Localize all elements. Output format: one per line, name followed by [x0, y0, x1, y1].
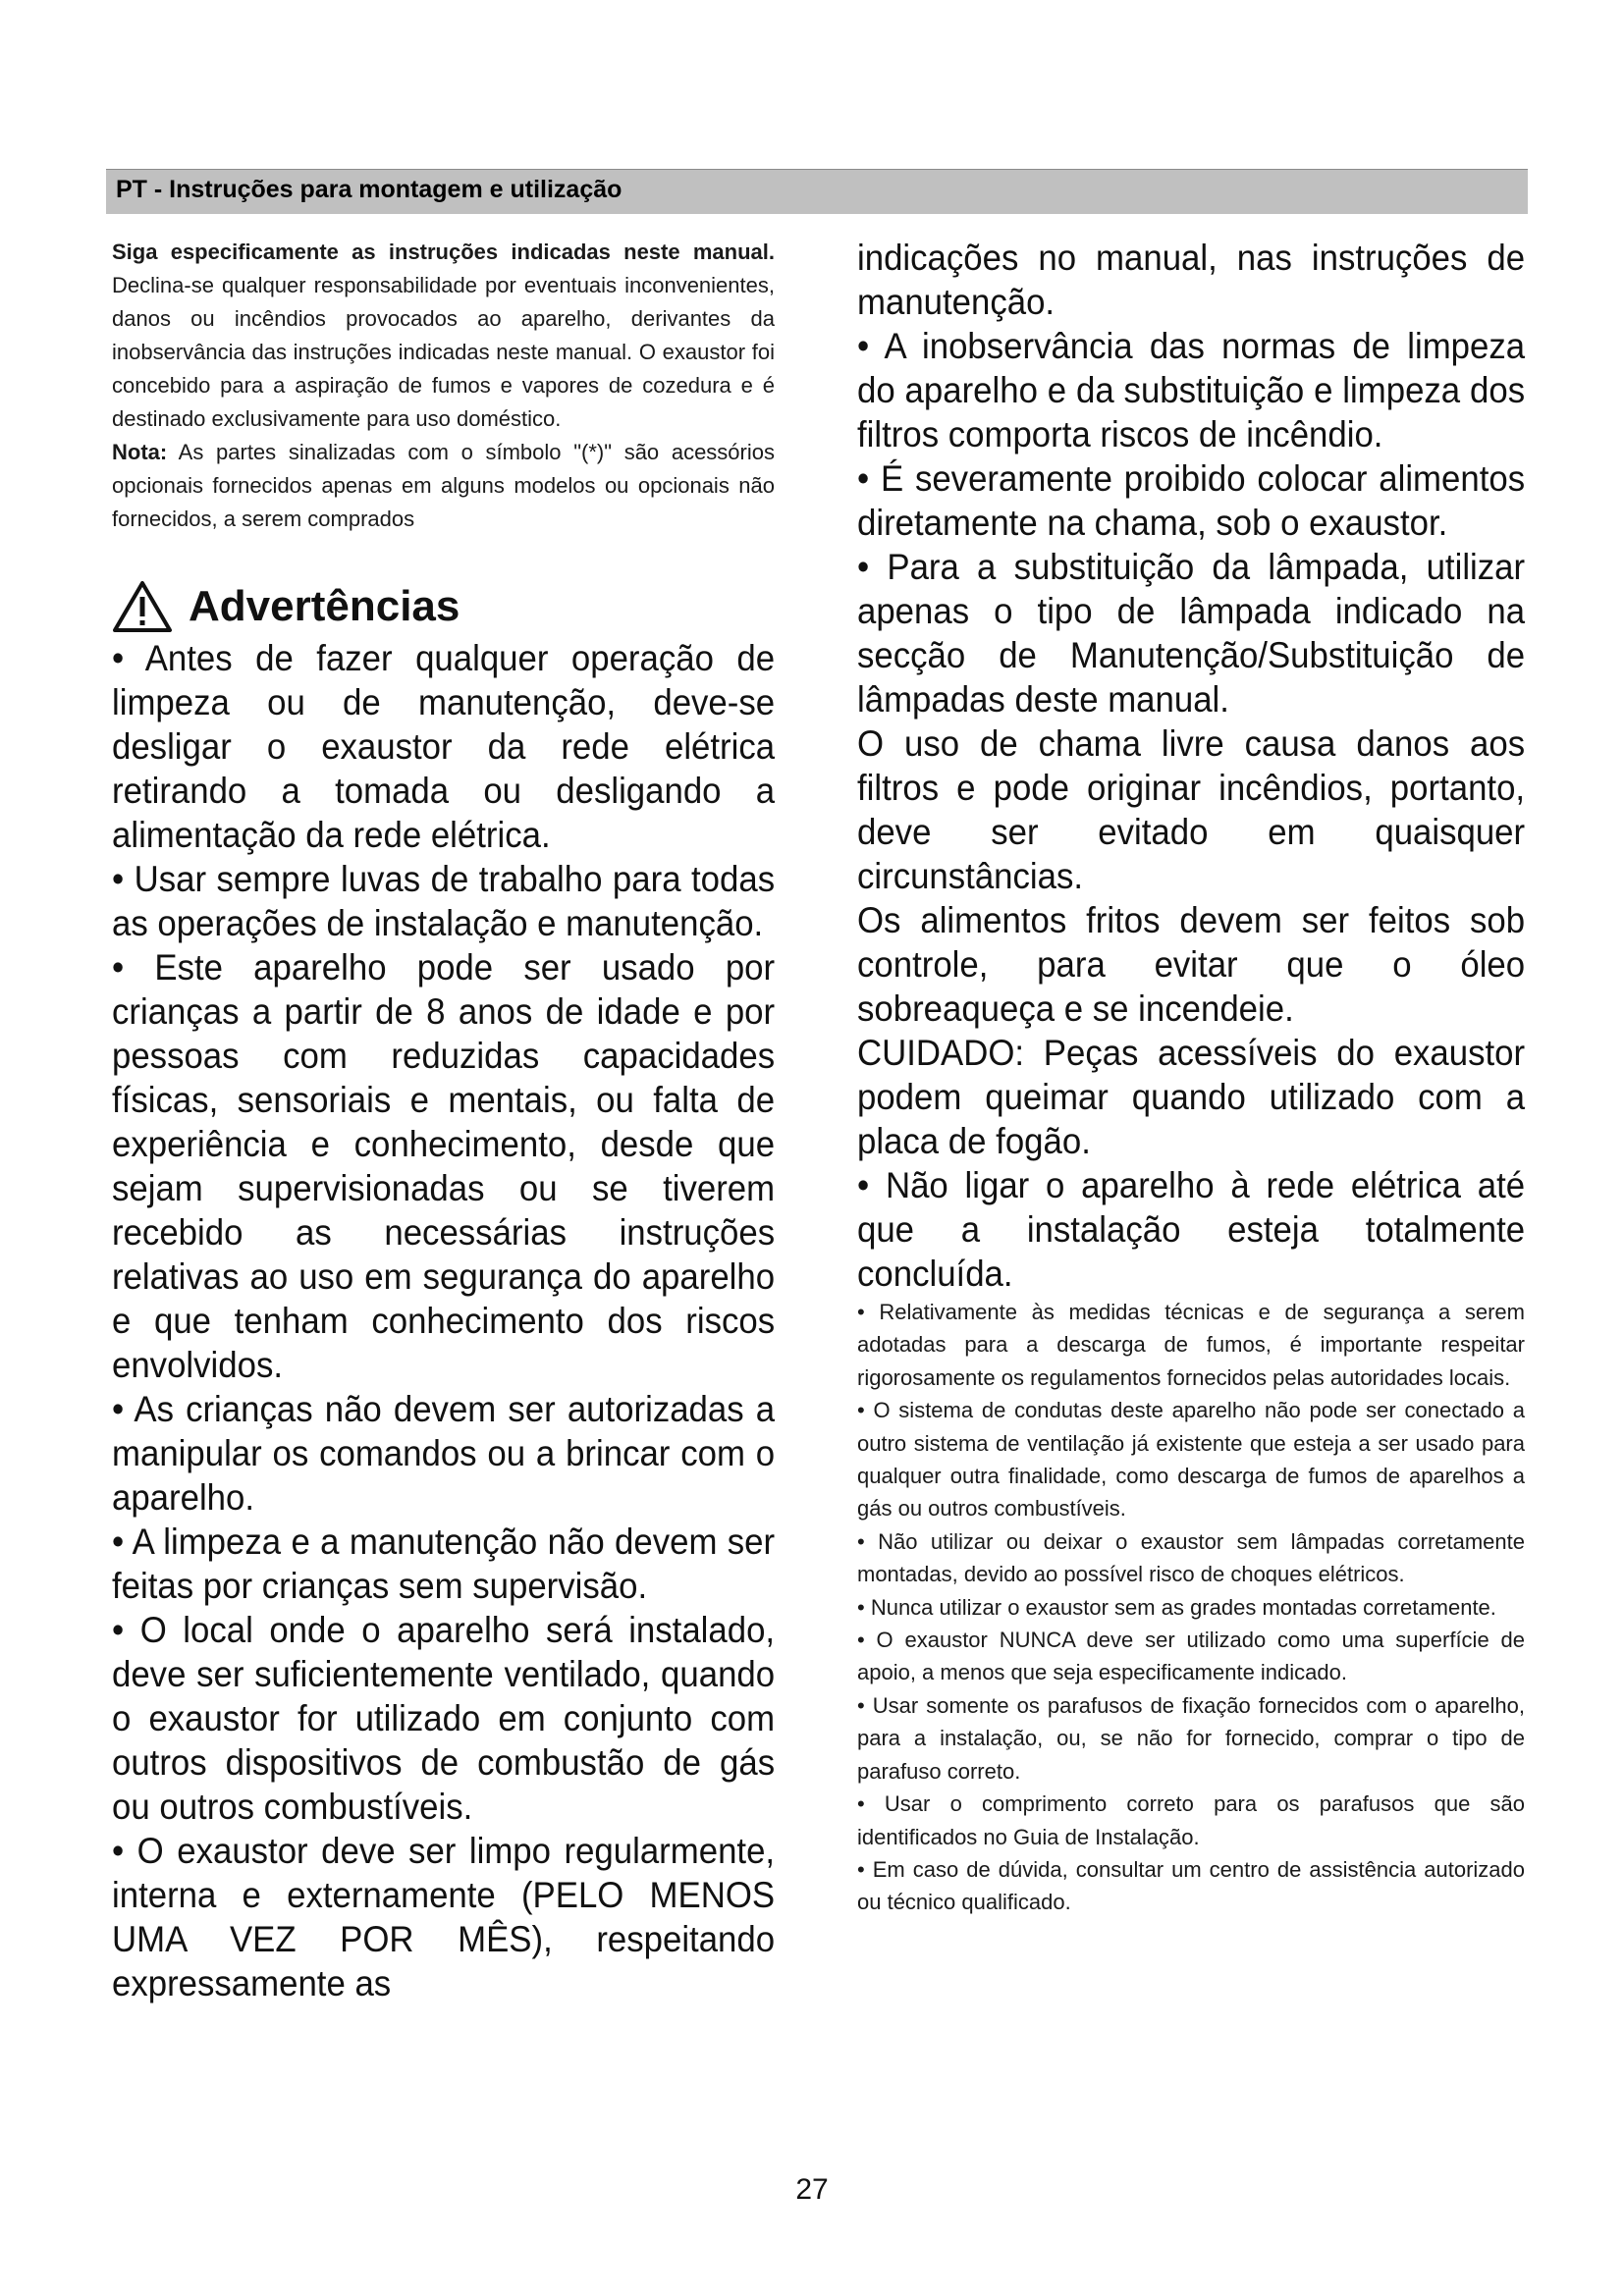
warning-item: • É severamente proibido colocar alimentos diretamente na chama, sob o exaustor. [857, 458, 1526, 543]
warning-small-item: • Usar o comprimento correto para os parafusos que são identificados no Guia de Instalação. [857, 1791, 1525, 1849]
warning-small-item: • Nunca utilizar o exaustor sem as grades montadas corretamente. [857, 1594, 1496, 1620]
warning-small-item: • Em caso de dúvida, consultar um centro de assistência autorizado ou técnico qualificado. [857, 1856, 1525, 1915]
note-text: As partes sinalizadas com o símbolo "(*)" são acessórios opcionais fornecidos apenas em alguns modelos ou opcionais não fornecidos, a serem comprados [112, 440, 775, 531]
note-paragraph [112, 436, 775, 536]
warning-item: • Não ligar o aparelho à rede elétrica até que a instalação esteja totalmente concluída. [857, 1165, 1526, 1294]
warning-triangle-icon [112, 580, 173, 633]
warning-item: • As crianças não devem ser autorizadas a manipular os comandos ou a brincar com o aparelho. [112, 1389, 776, 1518]
intro-bold-lead: Siga especificamente as instruções indicadas neste manual. [112, 240, 775, 264]
warning-small-item: • Não utilizar ou deixar o exaustor sem lâmpadas corretamente montadas, devido ao possível risco de choques elétricos. [857, 1528, 1525, 1587]
note-label: Nota: [112, 440, 168, 464]
warnings-title: Advertências [189, 582, 460, 630]
warning-small-item: • Relativamente às medidas técnicas e de segurança a serem adotadas para a descarga de fumos, é importante respeitar rigorosamente os regulamentos fornecidos pelas autoridades locais. [857, 1300, 1525, 1390]
warning-item: • O local onde o aparelho será instalado, deve ser suficientemente ventilado, quando o exaustor for utilizado em conjunto com outros dispositivos de combustão de gás ou outros combustíveis. [112, 1610, 776, 1827]
section-header-title: PT - Instruções para montagem e utilização [116, 176, 623, 203]
warning-item: • Antes de fazer qualquer operação de limpeza ou de manutenção, deve-se desligar o exaustor da rede elétrica retirando a tomada ou desligando a alimentação da rede elétrica. [112, 638, 776, 855]
warning-item: indicações no manual, nas instruções de manutenção. [857, 238, 1526, 322]
warning-small-item: • O sistema de condutas deste aparelho não pode ser conectado a outro sistema de ventilação já existente que esteja a ser usado para qualquer outra finalidade, como descarga de fumos de aparelhos a gás ou outros combustíveis. [857, 1398, 1525, 1522]
intro-paragraph [112, 236, 775, 436]
warning-item: • A limpeza e a manutenção não devem ser feitas por crianças sem supervisão. [112, 1522, 776, 1606]
intro-text: Declina-se qualquer responsabilidade por eventuais inconvenientes, danos ou incêndios provocados ao aparelho, derivantes da inobservância das instruções indicadas neste manual. O exaustor foi concebido para a aspiração de fumos e vapores de cozedura e é destinado exclusivamente para uso doméstico. [112, 273, 775, 431]
left-column [112, 236, 775, 2005]
warning-item: O uso de chama livre causa danos aos filtros e pode originar incêndios, portanto, deve ser evitado em quaisquer circunstâncias. [857, 723, 1526, 896]
warning-small-item: • Usar somente os parafusos de fixação fornecidos com o aparelho, para a instalação, ou, se não for fornecido, comprar o tipo de parafuso correto. [857, 1692, 1525, 1784]
warning-item: • Usar sempre luvas de trabalho para todas as operações de instalação e manutenção. [112, 859, 776, 943]
warning-item: • Este aparelho pode ser usado por crianças a partir de 8 anos de idade e por pessoas com reduzidas capacidades físicas, sensoriais e mentais, ou falta de experiência e conhecimento, desde que sejam supervisionadas ou se tiverem recebido as necessárias instruções relativas ao uso em segurança do aparelho e que tenham conhecimento dos riscos envolvidos. [112, 947, 776, 1385]
warning-small-item: • O exaustor NUNCA deve ser utilizado como uma superfície de apoio, a menos que seja especificamente indicado. [857, 1628, 1525, 1685]
warnings-heading [112, 577, 775, 636]
warning-item: Os alimentos fritos devem ser feitos sob controle, para evitar que o óleo sobreaqueça e se incendeie. [857, 900, 1526, 1029]
section-header [106, 169, 1528, 214]
right-column [857, 236, 1525, 1919]
warning-item: • O exaustor deve ser limpo regularmente, interna e externamente (PELO MENOS UMA VEZ POR MÊS), respeitando expressamente as [112, 1831, 776, 2003]
page-number: 27 [795, 2173, 829, 2206]
warning-item: • Para a substituição da lâmpada, utilizar apenas o tipo de lâmpada indicado na secção de Manutenção/Substituição de lâmpadas deste manual. [857, 547, 1526, 720]
warning-item: • A inobservância das normas de limpeza do aparelho e da substituição e limpeza dos filtros comporta riscos de incêndio. [857, 326, 1526, 454]
warning-item: CUIDADO: Peças acessíveis do exaustor podem queimar quando utilizado com a placa de fogão. [857, 1033, 1526, 1161]
